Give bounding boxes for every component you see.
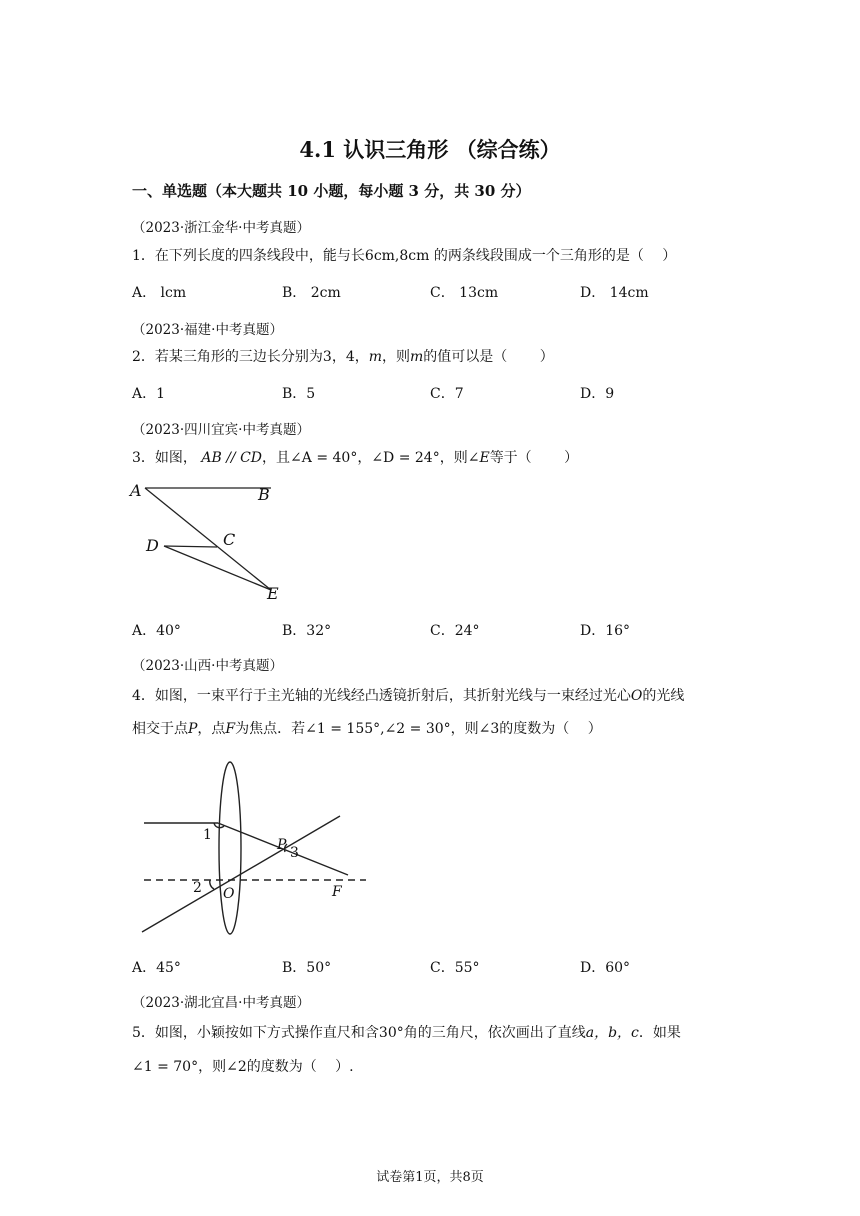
q3-option-d: D．16° bbox=[580, 623, 631, 639]
q3-option-b: B．32° bbox=[282, 623, 332, 639]
line-dc bbox=[164, 546, 217, 547]
q1-option-a: A． lcm bbox=[132, 285, 187, 301]
q3-source: （2023·四川宜宾·中考真题） bbox=[132, 422, 310, 438]
label-o: O bbox=[223, 886, 235, 902]
line-ae bbox=[145, 488, 271, 590]
q5-source: （2023·湖北宜昌·中考真题） bbox=[132, 995, 310, 1011]
label-1: 1 bbox=[203, 827, 212, 843]
q4-option-b: B．50° bbox=[282, 960, 332, 976]
label-c: C bbox=[223, 530, 236, 549]
label-f: F bbox=[332, 884, 342, 900]
q2-option-c: C．7 bbox=[430, 386, 464, 402]
q1-option-c: C． 13cm bbox=[430, 285, 499, 301]
label-e: E bbox=[267, 584, 279, 603]
q2-option-a: A．1 bbox=[132, 386, 166, 402]
q4-source: （2023·山西·中考真题） bbox=[132, 658, 283, 674]
q4-stem-line2: 相交于点P，点F为焦点．若∠1 = 155°,∠2 = 30°，则∠3的度数为（ ） bbox=[132, 721, 602, 737]
q2-stem: 2．若某三角形的三边长分别为3，4，m，则m的值可以是（ ） bbox=[132, 349, 554, 365]
q4-figure bbox=[130, 760, 380, 945]
page-title: 4.1 认识三角形 （综合练） bbox=[299, 137, 561, 162]
label-d: D bbox=[146, 536, 159, 555]
q4-option-d: D．60° bbox=[580, 960, 631, 976]
q2-source: （2023·福建·中考真题） bbox=[132, 322, 283, 338]
q3-figure bbox=[124, 478, 284, 604]
q4-option-c: C．55° bbox=[430, 960, 480, 976]
label-a: A bbox=[130, 481, 142, 500]
line-de bbox=[164, 546, 271, 590]
q3-stem: 3．如图， AB // CD，且∠A = 40°，∠D = 24°，则∠E等于（ ） bbox=[132, 450, 579, 466]
label-3: 3 bbox=[290, 845, 299, 861]
lens bbox=[219, 762, 241, 934]
q1-option-b: B． 2cm bbox=[282, 285, 341, 301]
q5-stem-line1: 5．如图，小颖按如下方式操作直尺和含30°角的三角尺，依次画出了直线a，b，c．如果 bbox=[132, 1025, 681, 1041]
q1-source: （2023·浙江金华·中考真题） bbox=[132, 220, 310, 236]
q4-option-a: A．45° bbox=[132, 960, 181, 976]
q2-option-b: B．5 bbox=[282, 386, 316, 402]
q3-option-a: A．40° bbox=[132, 623, 181, 639]
label-b: B bbox=[258, 485, 270, 504]
label-2: 2 bbox=[193, 880, 202, 896]
section-heading: 一、单选题（本大题共 10 小题，每小题 3 分，共 30 分） bbox=[132, 182, 531, 200]
q4-stem-line1: 4．如图，一束平行于主光轴的光线经凸透镜折射后，其折射光线与一束经过光心O的光线 bbox=[132, 688, 685, 704]
angle2-arc bbox=[210, 880, 214, 889]
q2-option-d: D．9 bbox=[580, 386, 615, 402]
label-p: P bbox=[277, 837, 287, 853]
q1-stem: 1．在下列长度的四条线段中，能与长6cm,8cm 的两条线段围成一个三角形的是（ ） bbox=[132, 248, 677, 264]
q5-stem-line2: ∠1 = 70°，则∠2的度数为（ ）. bbox=[132, 1059, 354, 1075]
page-footer: 试卷第1页，共8页 bbox=[376, 1170, 484, 1185]
q3-option-c: C．24° bbox=[430, 623, 480, 639]
q1-option-d: D． 14cm bbox=[580, 285, 649, 301]
